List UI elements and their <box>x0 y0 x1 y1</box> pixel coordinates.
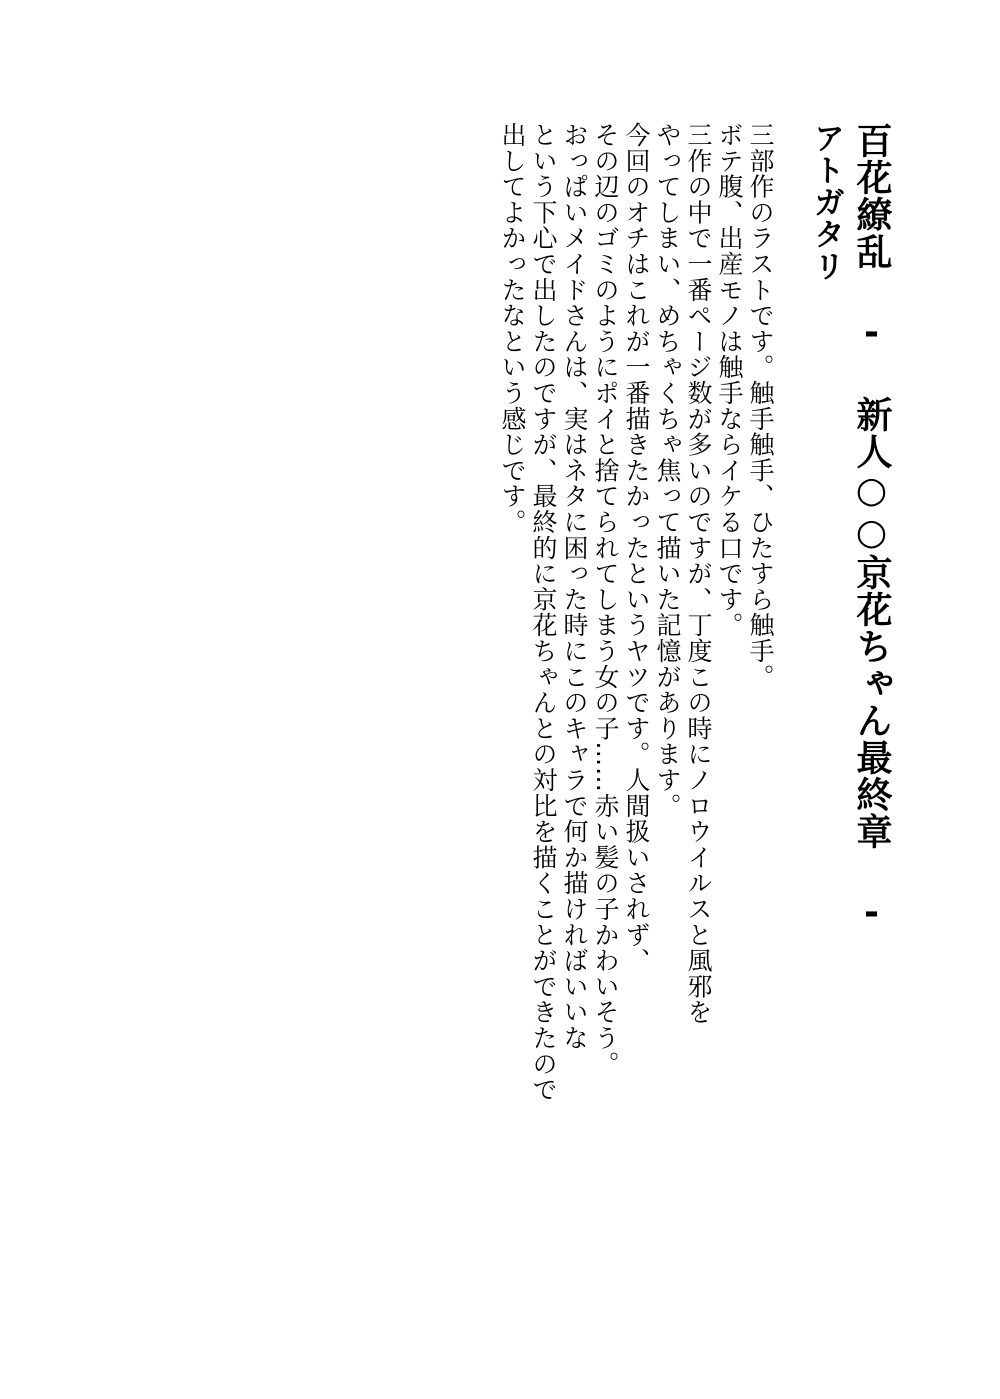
body-line: ボテ腹、出産モノは触手ならイケる口です。 <box>715 122 744 638</box>
vertical-text-block <box>497 122 894 1102</box>
body-line: やってしまい、めちゃくちゃ焦って描いた記憶があります。 <box>653 122 682 819</box>
body-line: 出してよかったなという感じです。 <box>498 122 527 535</box>
afterword-body <box>497 122 776 1102</box>
page-title: 百花繚乱 - 新人○○京花ちゃん最終章 - <box>851 122 892 934</box>
body-line: 三作の中で一番ページ数が多いのですが、丁度この時にノロウイルスと風邪を <box>684 122 713 1025</box>
body-line: という下心で出したのですが、最終的に京花ちゃんとの対比を描くことができたので <box>529 122 558 1103</box>
body-line: おっぱいメイドさんは、実はネタに困った時にこのキャラで何か描ければいいな <box>560 122 589 1051</box>
body-line: 三部作のラストです。触手触手、ひたすら触手。 <box>746 122 775 690</box>
afterword-heading: アトガタリ <box>808 122 844 282</box>
body-line: その辺のゴミのようにポイと捨てられてしまう女の子……赤い髪の子かわいそう。 <box>591 122 620 1077</box>
body-line: 今回のオチはこれが一番描きたかったというヤツです。人間扱いされず、 <box>622 122 651 974</box>
